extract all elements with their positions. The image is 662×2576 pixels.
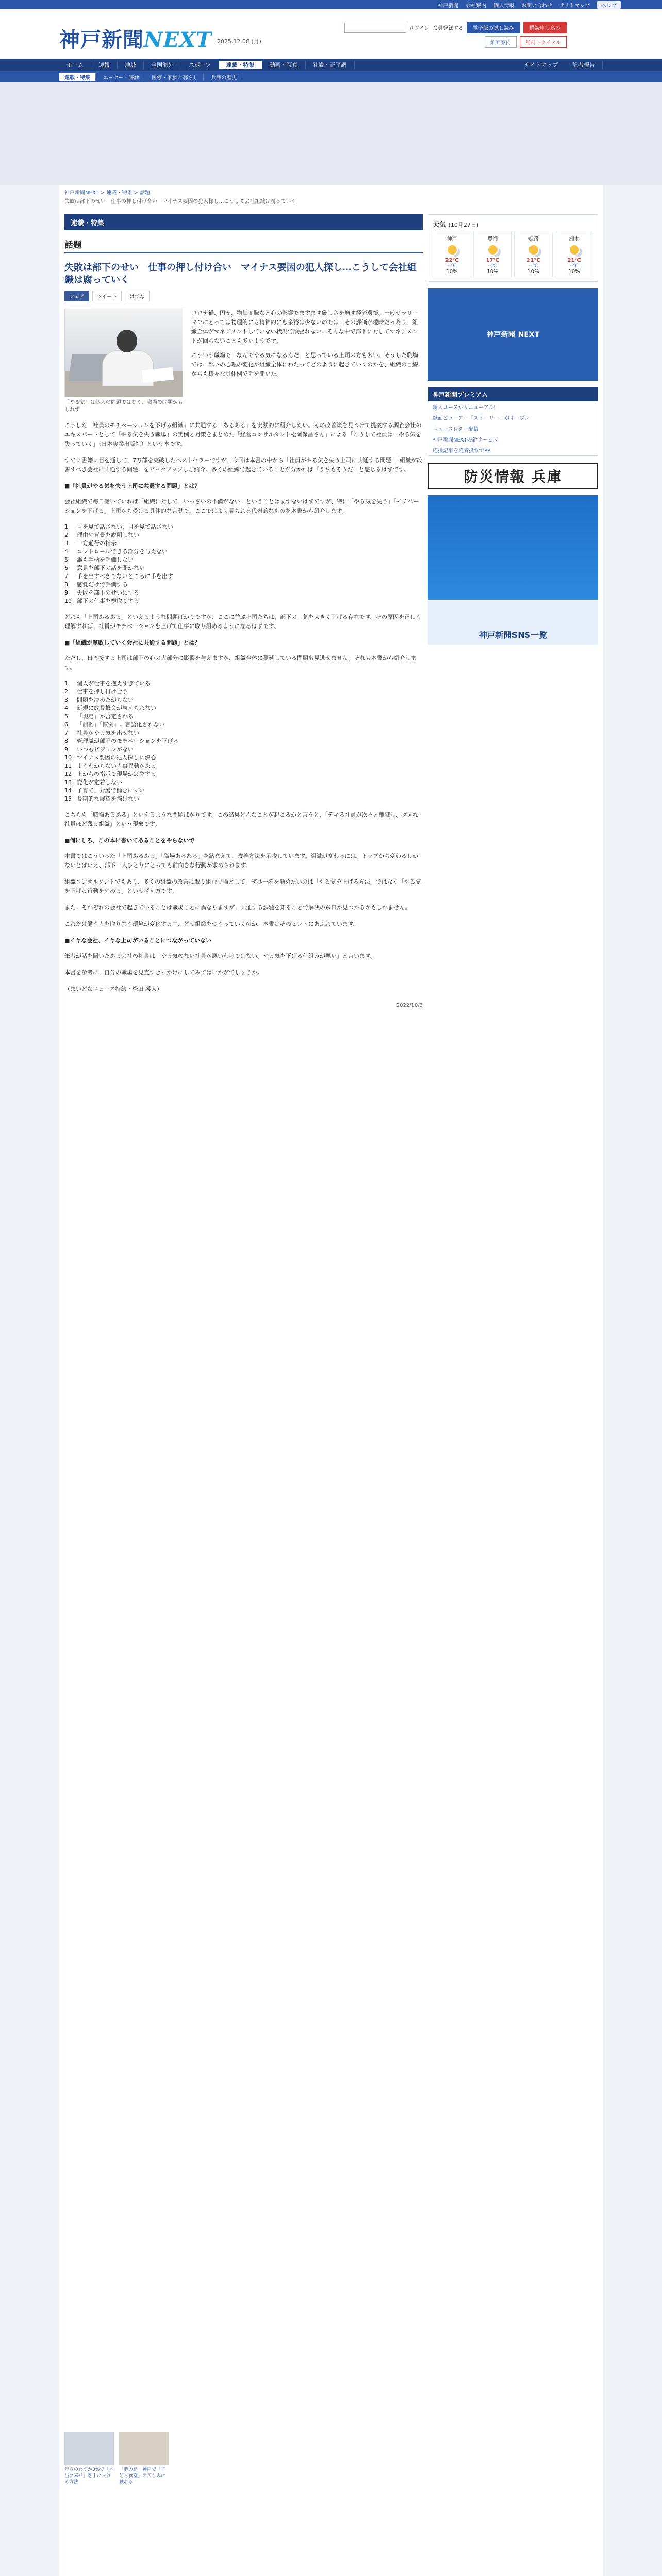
trial-link[interactable]: 無料トライアル	[520, 36, 567, 48]
list-item: 7 手を出すべきでないところに手を出す	[64, 573, 173, 580]
breadcrumb-current: 失敗は部下のせい 仕事の押し付け合い マイナス要因の犯人探し…こうして会社組織は腐っていく	[64, 199, 296, 205]
numbered-list	[64, 523, 423, 605]
utility-bar	[0, 0, 662, 9]
article-date: 2022/10/3	[396, 1003, 423, 1008]
page-container	[59, 185, 603, 2576]
topic-title: 話題	[64, 238, 423, 253]
list-item: 10 部下の仕事を横取りする	[64, 598, 139, 604]
list-item: 1 個人が仕事を抱えすぎている	[64, 680, 151, 687]
list-item: 4 新規に成長機会が与えられない	[64, 705, 156, 711]
weather-cell[interactable]: 姫路 21℃ --℃ 10%	[514, 232, 553, 277]
list-item: 2 仕事を押し付け合う	[64, 688, 128, 695]
subnav-item[interactable]: 兵庫の歴史	[206, 73, 242, 81]
gnav-item[interactable]: 速報	[91, 61, 118, 69]
inline-ad	[64, 2496, 423, 2576]
body-paragraph: すでに書籍に目を通して、7万部を突破したベストセラーですが、今回は本書の中から「社員がやる気を失う上司に共通する問題」「組織が改善すべき会社に共通する問題」をピックアップしご紹介。多くの組織で起きていることが分かれば「うちもそうだ」と感じるはずです。	[64, 457, 423, 473]
global-nav	[0, 59, 662, 71]
body-paragraph: また、それぞれの会社で起きていることは職場ごとに異なりますが、共通する課題を知ることで解決の糸口が見つかるかもしれません。	[64, 904, 411, 911]
body-paragraph: こうした「社員のモチベーションを下げる組織」に共通する「あるある」を実践的に紹介したい。その改善策を見つけて提案する調査会社のエキスパートとして「やる気を失う職場」の実例と対策をまとめた「経営コンサルタント松岡保昌さん」による「こうして社員は、やる気を失っていく」（日本実業出版社）という本です。	[64, 422, 422, 447]
weather-cell[interactable]: 豊岡 17℃ --℃ 10%	[473, 232, 512, 277]
body-paragraph: 本書を参考に、自分の職場を見直すきっかけにしてみてはいかがでしょうか。	[64, 969, 263, 976]
body-paragraph: ただし、日々接する上司は部下の心の大部分に影響を与えますが、組織全体に蔓延している問題も見逃せません。それも本書から紹介します。	[64, 655, 417, 671]
gnav-item[interactable]: 全国海外	[144, 61, 181, 69]
sub-nav	[0, 71, 662, 82]
photo-caption: 「やる気」は個人の問題ではなく、職場の問題かもしれず	[64, 400, 183, 413]
disaster-info-banner[interactable]: 防災情報 兵庫	[428, 463, 598, 489]
body-paragraph: 本書ではこういった「上司あるある」「職場あるある」を踏まえて、改善方法を示唆しています。組織が変わるには、トップから変わるしかないとはいえ、部下一人ひとりにとっても前向きな行動が求められます。	[64, 853, 419, 869]
body-paragraph: 会社組織で毎日働いていれば「組織に対して、いっさいの不満がない」ということはまずないはずですが、特に「やる気を失う」「モチベーションを下げる」上司から受ける具体的な言動で、ここではよく見られる代表的なものを本書から紹介します。	[64, 498, 419, 514]
list-item: 8 管理職が部下のモチベーションを下げる	[64, 738, 179, 744]
body-paragraph: 組織コンサルタントでもあり、多くの組織の改善に取り組む立場として、ぜひ一読を勧めたいのは「やる気を上げる方法」ではなく「やる気を下げる行動をやめる」という考え方です。	[64, 878, 421, 894]
util-link[interactable]: 個人情報	[493, 3, 515, 9]
list-item: 2 理由や背景を説明しない	[64, 532, 139, 538]
list-item: 6 「前例」「慣例」…言語化されない	[64, 721, 165, 728]
numbered-list	[64, 680, 423, 803]
premium-title: 神戸新聞プレミアム	[428, 387, 598, 401]
sidebar-banner[interactable]: 神戸新聞 NEXT	[428, 288, 598, 381]
util-link[interactable]: 神戸新聞	[438, 3, 459, 9]
site-logo[interactable]: 神戸新聞NEXT	[59, 28, 212, 52]
list-item: 12 上からの指示で現場が疲弊する	[64, 771, 156, 777]
sun-cloud-icon	[528, 244, 539, 256]
list-item: 7 社員がやる気を出せない	[64, 730, 139, 736]
sidebar	[428, 214, 598, 645]
list-item: 9 失敗を部下のせいにする	[64, 589, 139, 596]
subheading: ■「組織が腐敗していく会社に共通する問題」とは？	[64, 639, 201, 646]
related-article[interactable]: 「夢の島」神戸で「子ども食堂」の苦しみに触れる	[119, 2432, 169, 2485]
tweet-button[interactable]: ツイート	[92, 291, 122, 301]
share-bar	[64, 291, 423, 301]
list-item: 4 コントロールできる部分を与えない	[64, 548, 168, 555]
guide-link[interactable]: 紙面案内	[485, 36, 517, 48]
subheading: ■イヤな会社、イヤな上司がいることにつながっていない	[64, 937, 212, 944]
list-item: 1 目を見て話さない、目を見て話さない	[64, 523, 173, 530]
sun-cloud-icon	[569, 244, 580, 256]
gnav-item[interactable]: 社説・正平調	[306, 61, 355, 69]
lead-paragraph: こういう職場で「なんでやる気になるんだ」と思っている上司の方も多い。そうした職場では、部下の心理の変化が組織全体にわたってどのように起きていくのかを、組織の目線からも様々な具体例で話を聞いた。	[191, 352, 418, 377]
list-item: 10 マイナス要因の犯人探しに熱心	[64, 754, 156, 761]
article-headline: 失敗は部下のせい 仕事の押し付け合い マイナス要因の犯人探し…こうして会社組織は腐っていく	[64, 262, 417, 285]
article-lead	[191, 309, 423, 414]
thumbnail-image	[119, 2432, 169, 2465]
list-item: 14 子育て、介護で働きにくい	[64, 787, 145, 794]
weather-title: 天気 (10月27日)	[433, 221, 479, 229]
gnav-item[interactable]: 地域	[118, 61, 144, 69]
help-link[interactable]: ヘルプ	[597, 1, 621, 9]
article-main	[64, 214, 423, 1010]
article-photo	[64, 309, 183, 414]
thumbnail-image	[64, 2432, 114, 2465]
subscribe-button[interactable]: 購読申し込み	[523, 22, 567, 33]
list-item: 8 感覚だけで評価する	[64, 581, 128, 588]
premium-box	[428, 387, 598, 456]
article-body	[64, 421, 423, 1010]
gnav-item-active[interactable]: 連載・特集	[219, 61, 262, 69]
body-paragraph: どれも「上司あるある」といえるような問題ばかりですが、ここに並ぶ上司たちは、部下の士気を大きく下げる存在です。その原因を正しく理解すれば、社員がモチベーションを上げて仕事に取り組めるようになるはずです。	[64, 614, 422, 630]
body-paragraph: 筆者が話を聞いたある会社の社員は「やる気のない社員が悪いわけではない。やる気を下げる仕組みが悪い」と言います。	[64, 953, 376, 959]
search-input[interactable]	[344, 23, 406, 33]
subheading: ■何にしろ、この本に書いてあることをやらないで	[64, 837, 195, 844]
body-paragraph: こちらも「職場あるある」といえるような問題ばかりです。この結果どんなことが起こるかと言うと、「デキる社員が次々と離職し、ダメな社員ほど残る組織」という現象です。	[64, 811, 419, 827]
sun-cloud-icon	[487, 244, 499, 256]
sitemap-link[interactable]: サイトマップ	[524, 62, 558, 69]
list-item: 6 意見を部下の話を聞かない	[64, 565, 145, 571]
list-item: 15 長期的な展望を描けない	[64, 795, 139, 802]
sun-cloud-icon	[446, 244, 458, 256]
premium-link[interactable]: 新人コースがリニューアル！	[433, 405, 499, 411]
list-item: 3 問題を決めたがらない	[64, 697, 134, 703]
byline: （まいどなニュース特約・松田 義人）	[64, 986, 162, 992]
hatena-button[interactable]: はてな	[125, 291, 150, 301]
subnav-item-active[interactable]: 連載・特集	[59, 73, 96, 81]
list-item: 13 変化が定着しない	[64, 779, 122, 786]
trial-button[interactable]: 電子版の試し読み	[467, 22, 520, 33]
top-ad-area	[0, 82, 662, 185]
lead-paragraph: コロナ禍、円安、物価高騰など心の影響でますます厳しさを増す経済環境。一般サラリーマンにとっては物理的にも精神的にも余裕は少ないのでは、その評価が曖昧だったり、組織全体がマネジメントしていない状況で頑張れない。そんな中で部下に対してマネジメントが回らないことも多いようです。	[191, 310, 418, 344]
weather-widget	[428, 214, 598, 282]
share-button[interactable]: シェア	[64, 291, 89, 301]
gnav-item[interactable]: スポーツ	[181, 61, 219, 69]
breadcrumb[interactable]: 神戸新聞NEXT > 連載・特集 > 話題	[64, 190, 151, 196]
premium-link[interactable]: 紙面ビューアー「ストーリー」がオープン	[433, 416, 530, 421]
photo-image[interactable]	[64, 309, 183, 397]
util-link[interactable]: サイトマップ	[559, 3, 590, 9]
gnav-item[interactable]: ホーム	[59, 61, 91, 69]
list-item: 3 一方通行の指示	[64, 540, 117, 547]
list-item: 11 よくわからない人事異動がある	[64, 762, 156, 769]
list-item: 5 「現場」が否定される	[64, 713, 134, 720]
body-paragraph: これだけ働く人を取り巻く環境が変化する中、どう組織をつくっていくのか。本書はそのヒントにあふれています。	[64, 921, 359, 927]
premium-link[interactable]: ニュースレター配信	[433, 427, 479, 432]
util-link[interactable]: お問い合わせ	[521, 3, 553, 9]
weather-cell[interactable]: 神戸 22℃ --℃ 10%	[433, 232, 471, 277]
header-date: 2025.12.08 (月)	[217, 38, 261, 45]
site-header	[0, 9, 662, 59]
list-item: 9 いつもビジョンがない	[64, 746, 134, 753]
list-item: 5 誰も手柄を評価しない	[64, 556, 134, 563]
sns-banner[interactable]: 神戸新聞SNS一覧	[428, 495, 598, 645]
section-header: 連載・特集	[64, 214, 423, 230]
subnav-item[interactable]: 医療・家族と暮らし	[146, 73, 204, 81]
gnav-item[interactable]: 動画・写真	[262, 61, 306, 69]
premium-link[interactable]: 神戸新聞NEXTの新サービス	[433, 437, 498, 443]
premium-link[interactable]: 応援記事を読者投票でPR	[433, 448, 491, 454]
related-article[interactable]: 年収のわずか3%で「本当に幸せ」を手に入れる方法	[64, 2432, 114, 2485]
login-link[interactable]: ログイン	[409, 26, 429, 31]
weather-cell[interactable]: 洲本 21℃ --℃ 10%	[555, 232, 593, 277]
register-link[interactable]: 会員登録する	[433, 26, 464, 31]
subnav-item[interactable]: エッセー・評論	[98, 73, 144, 81]
reporter-link[interactable]: 記者報告	[565, 61, 603, 69]
subheading: ■「社員がやる気を失う上司に共通する問題」とは？	[64, 483, 201, 489]
util-link[interactable]: 会社案内	[466, 3, 487, 9]
related-section	[64, 2432, 423, 2576]
